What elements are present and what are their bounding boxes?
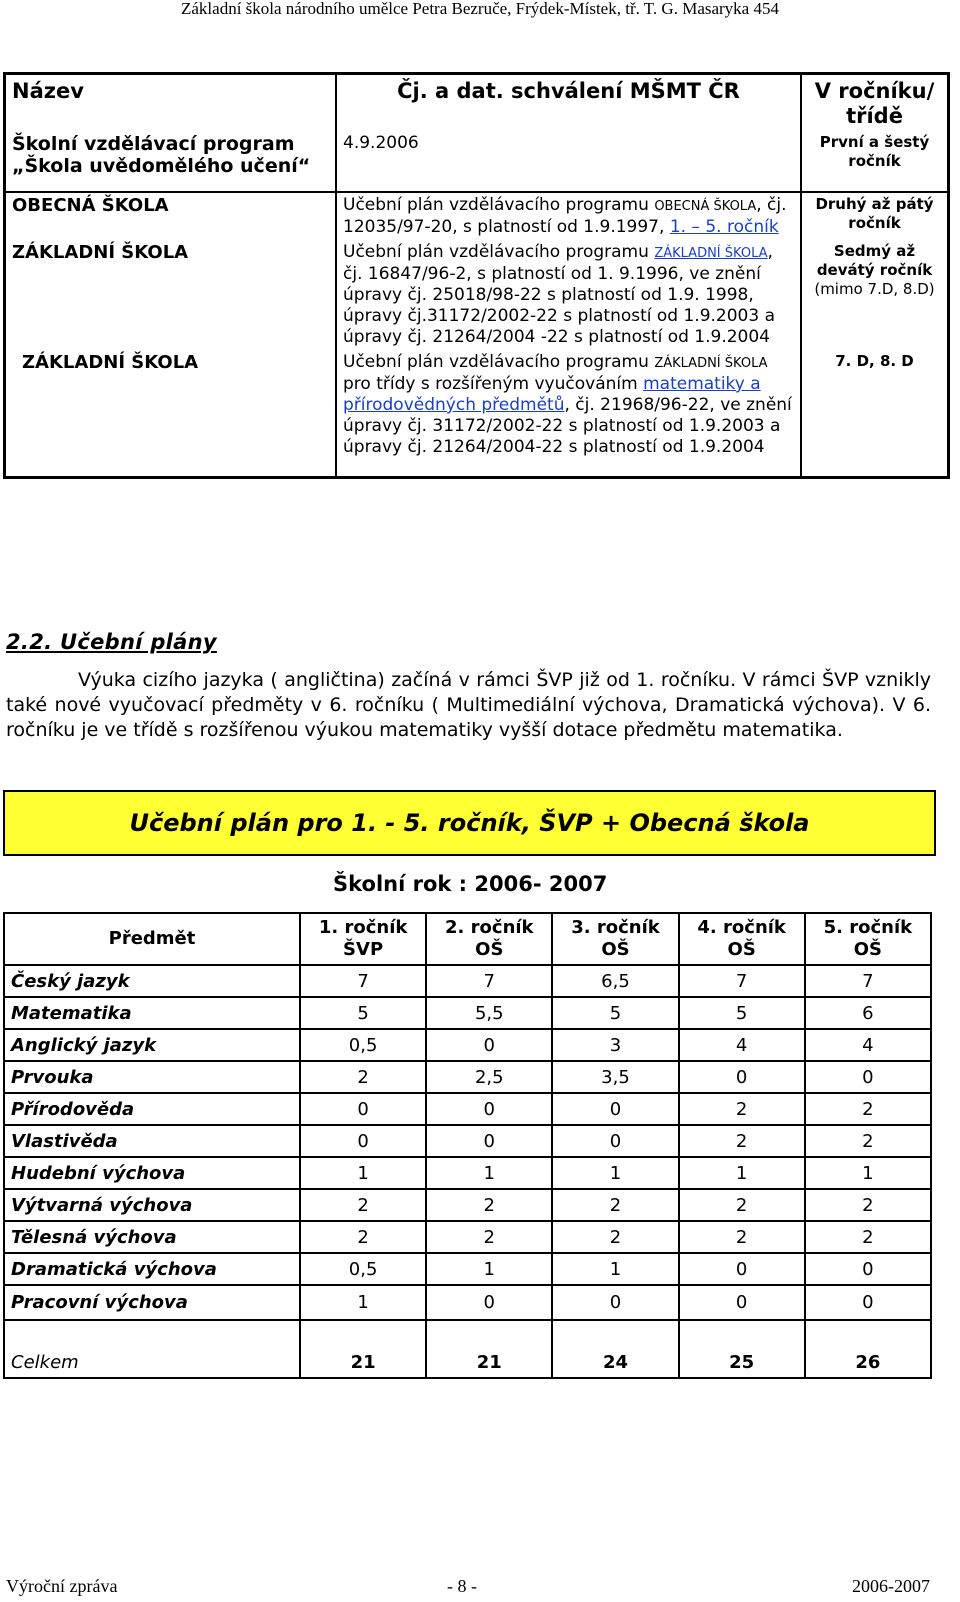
hours-cell: 2 — [300, 1189, 426, 1221]
hours-cell: 0 — [805, 1285, 931, 1320]
col-line1: 5. ročník — [823, 917, 913, 938]
subject-cell: Český jazyk — [4, 965, 300, 997]
section-title: 2.2. Učební plány — [6, 630, 217, 654]
hours-cell: 2 — [805, 1125, 931, 1157]
hours-cell: 2 — [679, 1189, 805, 1221]
page-number: - 8 - — [447, 1576, 477, 1596]
footer-left: Výroční zpráva — [6, 1576, 118, 1596]
total-cell: 21 — [300, 1320, 426, 1378]
col-line2: OŠ — [601, 939, 630, 960]
hours-cell: 2,5 — [426, 1061, 552, 1093]
hours-cell: 0 — [679, 1253, 805, 1285]
plan-banner — [3, 790, 936, 856]
grade-col-header — [679, 913, 805, 965]
hours-cell: 7 — [679, 965, 805, 997]
program-approval — [336, 192, 801, 240]
subject-cell: Výtvarná výchova — [4, 1189, 300, 1221]
hours-cell: 2 — [679, 1221, 805, 1253]
hours-cell: 2 — [426, 1221, 552, 1253]
hours-cell: 1 — [426, 1157, 552, 1189]
program-name: ZÁKLADNÍ ŠKOLA — [5, 350, 337, 478]
paragraph-text: Výuka cizího jazyka ( angličtina) začíná v rámci ŠVP již od 1. ročníku. V rámci ŠVP vznikly také nové vyučovací předměty v 6. ročníku ( Multimediální výchova, Dramatická výchova). V 6. ročníku je ve třídě s rozšířenou výukou matematiky vyšší dotace předmětu matematika. — [6, 669, 931, 741]
subject-cell: Anglický jazyk — [4, 1029, 300, 1061]
total-label: Celkem — [4, 1320, 300, 1378]
grade-col-header — [552, 913, 678, 965]
header-grade: V ročníku/ třídě — [801, 74, 949, 132]
table-row — [5, 131, 949, 192]
hours-cell: 4 — [679, 1029, 805, 1061]
hours-cell: 0 — [426, 1125, 552, 1157]
col-line1: 1. ročník — [318, 917, 408, 938]
hours-cell: 2 — [300, 1221, 426, 1253]
col-line1: 3. ročník — [571, 917, 660, 938]
subject-cell: Přírodověda — [4, 1093, 300, 1125]
hours-cell: 0 — [552, 1125, 678, 1157]
col-line1: 4. ročník — [697, 917, 786, 938]
subject-cell: Pracovní výchova — [4, 1285, 300, 1320]
subject-cell: Vlastivěda — [4, 1125, 300, 1157]
hours-cell: 0 — [426, 1285, 552, 1320]
col-line2: OŠ — [853, 939, 882, 960]
table-row — [4, 1093, 931, 1125]
program-caps: ZÁKLADNÍ ŠKOLA — [654, 356, 768, 371]
hours-cell: 5 — [552, 997, 678, 1029]
table-row — [4, 1061, 931, 1093]
approval-text: Učební plán vzdělávacího programu — [343, 352, 649, 372]
table-row — [5, 240, 949, 350]
program-name: OBECNÁ ŠKOLA — [5, 192, 337, 240]
hours-cell: 0 — [300, 1125, 426, 1157]
table-row — [4, 1285, 931, 1320]
hours-cell: 1 — [552, 1157, 678, 1189]
program-caps: OBECNÁ ŠKOLA — [654, 199, 757, 214]
approval-text: Učební plán vzdělávacího programu — [343, 195, 649, 215]
hours-cell: 0 — [679, 1285, 805, 1320]
header-approval: Čj. a dat. schválení MŠMT ČR — [397, 79, 740, 103]
program-grade: 7. D, 8. D — [801, 350, 949, 478]
program-approval: 4.9.2006 — [343, 133, 419, 153]
col-line2: OŠ — [727, 939, 756, 960]
subject-cell: Dramatická výchova — [4, 1253, 300, 1285]
header-name: Název — [5, 74, 337, 132]
total-cell: 26 — [805, 1320, 931, 1378]
subjects-link[interactable]: matematiky a přírodovědných předmětů — [343, 374, 761, 415]
school-year: Školní rok : 2006- 2007 — [333, 872, 608, 896]
table-row — [4, 1125, 931, 1157]
approval-mid: pro třídy s rozšířeným vyučováním — [343, 374, 638, 394]
table-row — [4, 1253, 931, 1285]
subject-header: Předmět — [4, 913, 300, 965]
hours-cell: 0 — [300, 1093, 426, 1125]
col-line1: 2. ročník — [445, 917, 534, 938]
programs-table — [3, 72, 950, 479]
hours-cell: 1 — [805, 1157, 931, 1189]
total-cell: 21 — [426, 1320, 552, 1378]
hours-cell: 1 — [552, 1253, 678, 1285]
program-name: ZÁKLADNÍ ŠKOLA — [5, 240, 337, 350]
hours-cell: 2 — [426, 1189, 552, 1221]
hours-cell: 5 — [679, 997, 805, 1029]
hours-cell: 6 — [805, 997, 931, 1029]
total-row — [4, 1320, 931, 1378]
subject-cell: Tělesná výchova — [4, 1221, 300, 1253]
hours-cell: 2 — [679, 1125, 805, 1157]
program-approval — [336, 240, 801, 350]
program-grade: Druhý až pátý ročník — [801, 192, 949, 240]
hours-cell: 2 — [552, 1189, 678, 1221]
hours-cell: 0 — [552, 1093, 678, 1125]
hours-cell: 2 — [679, 1093, 805, 1125]
grade-col-header — [426, 913, 552, 965]
col-line2: ŠVP — [343, 939, 384, 960]
table-row — [5, 350, 949, 478]
program-grade: První a šestý ročník — [801, 131, 949, 192]
hours-cell: 2 — [805, 1189, 931, 1221]
grades-header-row — [4, 913, 931, 965]
hours-cell: 0 — [552, 1285, 678, 1320]
hours-cell: 0 — [426, 1093, 552, 1125]
hours-cell: 2 — [805, 1093, 931, 1125]
program-name: Školní vzdělávací program „Škola uvědomělého učení“ — [5, 131, 337, 192]
approval-rest: , čj. 12035/97-20, s platností od 1.9.1997, — [343, 195, 787, 237]
table-row — [4, 1221, 931, 1253]
table-row — [4, 1029, 931, 1061]
program-grade — [801, 240, 949, 350]
approval-rest: , čj. 21968/96-22, ve znění úpravy čj. 31172/2002-22 s platností od 1.9.2003 a úpravy čj. 21264/2004-22 s platností od 1.9.2004 — [343, 395, 792, 457]
hours-cell: 2 — [300, 1061, 426, 1093]
hours-cell: 7 — [300, 965, 426, 997]
table-row — [4, 1189, 931, 1221]
hours-cell: 1 — [300, 1285, 426, 1320]
grades-table — [3, 912, 932, 1379]
table-row — [4, 1157, 931, 1189]
program-caps-link[interactable]: ZÁKLADNÍ ŠKOLA — [654, 246, 768, 261]
section-paragraph — [6, 668, 931, 743]
hours-cell: 0,5 — [300, 1029, 426, 1061]
total-cell: 25 — [679, 1320, 805, 1378]
hours-cell: 6,5 — [552, 965, 678, 997]
hours-cell: 7 — [805, 965, 931, 997]
grades-body — [4, 965, 931, 1378]
hours-cell: 1 — [300, 1157, 426, 1189]
approval-text: Učební plán vzdělávacího programu — [343, 242, 649, 262]
hours-cell: 4 — [805, 1029, 931, 1061]
hours-cell: 3 — [552, 1029, 678, 1061]
grade-range: Sedmý až devátý ročník — [816, 242, 933, 279]
approval-rest: , čj. 16847/96-2, s platností od 1. 9.1996, ve znění úpravy čj. 25018/98-22 s platností od 1.9. 1998, úpravy čj.31172/2002-22 s platností od 1.9.2003 a úpravy čj. 21264/2004 -22 s platností od 1.9.2004 — [343, 242, 776, 347]
hours-cell: 5,5 — [426, 997, 552, 1029]
hours-cell: 0 — [426, 1029, 552, 1061]
program-approval — [336, 350, 801, 478]
grade-col-header — [300, 913, 426, 965]
subject-cell: Matematika — [4, 997, 300, 1029]
hours-cell: 0 — [805, 1061, 931, 1093]
hours-cell: 0 — [679, 1061, 805, 1093]
table-row — [4, 965, 931, 997]
subject-cell: Hudební výchova — [4, 1157, 300, 1189]
hours-cell: 2 — [552, 1221, 678, 1253]
grade-range-link[interactable]: 1. – 5. ročník — [669, 217, 779, 237]
table-row — [4, 997, 931, 1029]
table-row — [5, 192, 949, 240]
hours-cell: 2 — [805, 1221, 931, 1253]
footer-right: 2006-2007 — [852, 1576, 930, 1596]
hours-cell: 1 — [679, 1157, 805, 1189]
hours-cell: 3,5 — [552, 1061, 678, 1093]
hours-cell: 7 — [426, 965, 552, 997]
banner-text: Učební plán pro 1. - 5. ročník, ŠVP + Obecná škola — [129, 809, 810, 837]
grade-col-header — [805, 913, 931, 965]
programs-table-header — [5, 74, 949, 132]
col-line2: OŠ — [475, 939, 504, 960]
hours-cell: 1 — [426, 1253, 552, 1285]
grade-note: (mimo 7.D, 8.D) — [814, 280, 935, 298]
hours-cell: 5 — [300, 997, 426, 1029]
total-cell: 24 — [552, 1320, 678, 1378]
hours-cell: 0,5 — [300, 1253, 426, 1285]
hours-cell: 0 — [805, 1253, 931, 1285]
subject-cell: Prvouka — [4, 1061, 300, 1093]
page-header: Základní škola národního umělce Petra Bezruče, Frýdek-Místek, tř. T. G. Masaryka 454 — [181, 0, 779, 18]
